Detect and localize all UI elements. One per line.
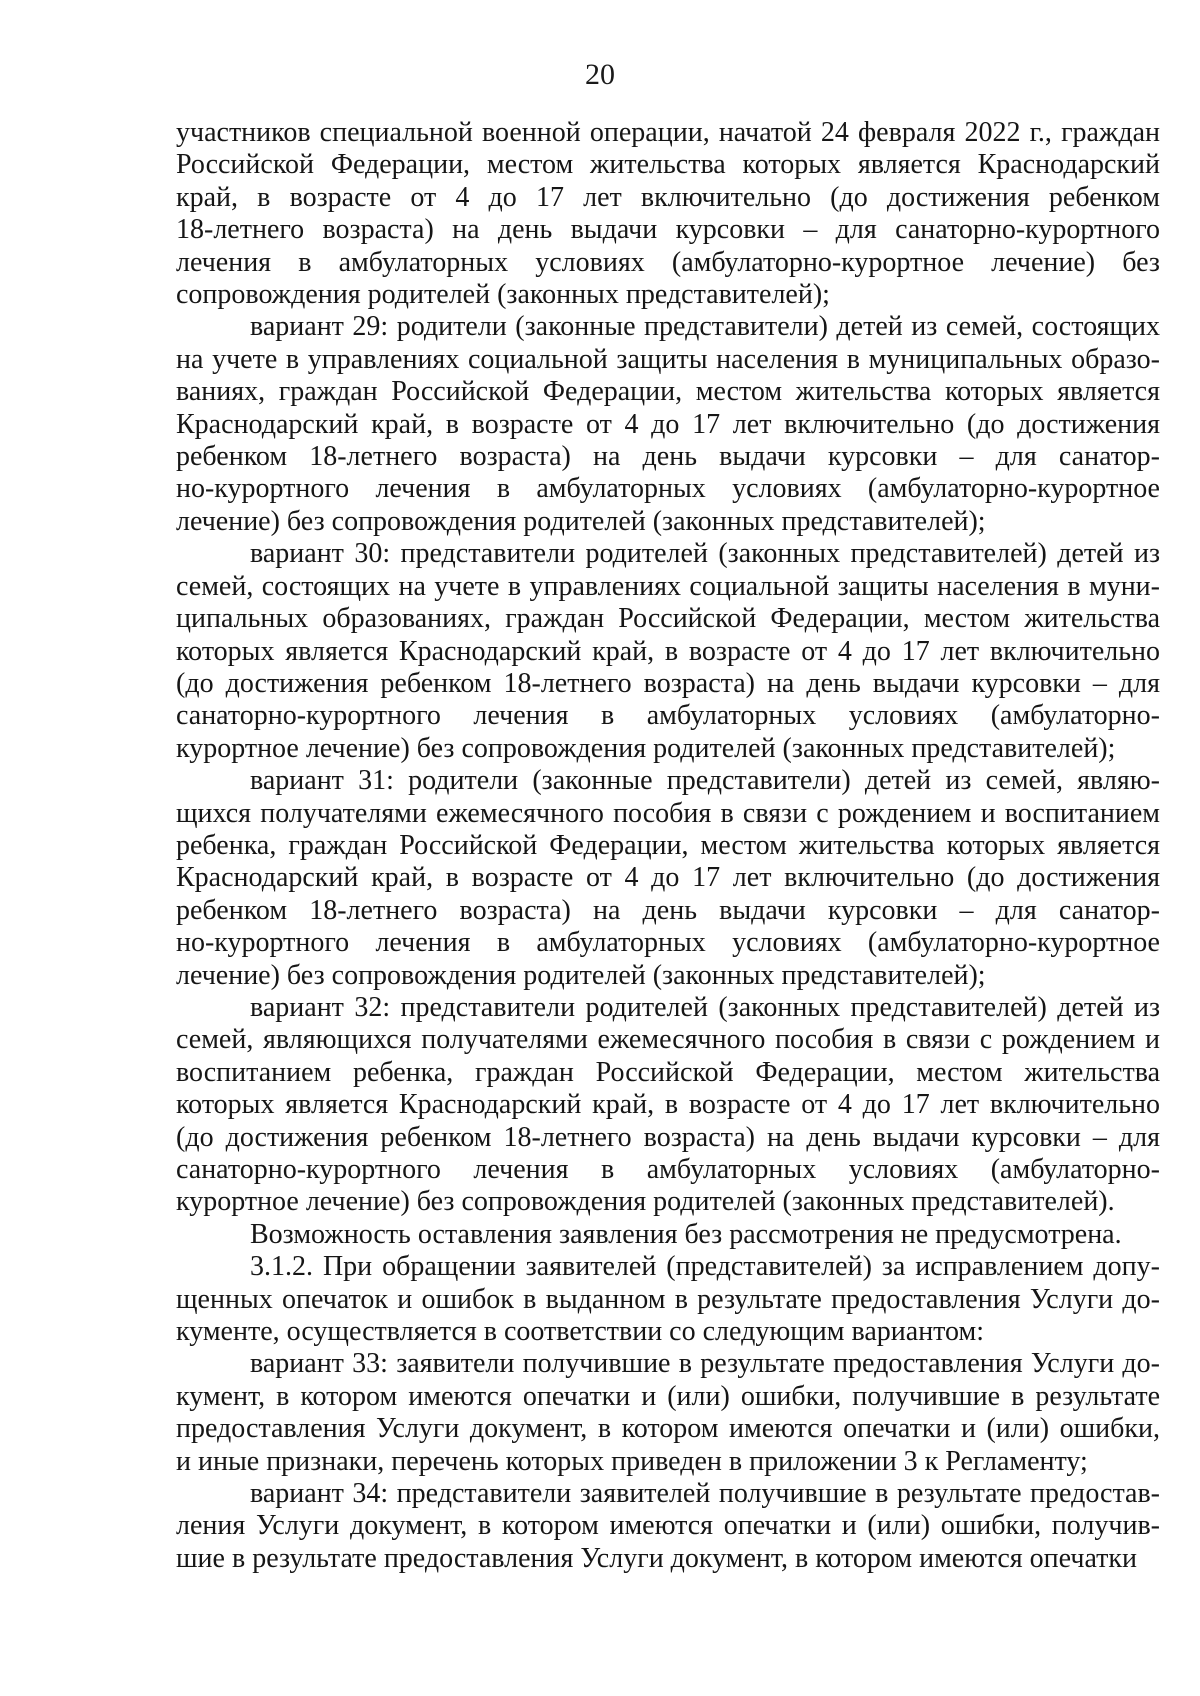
text-line: Российской Федерации, местом жительства которых является Краснодарский bbox=[176, 149, 1160, 181]
text-line: Краснодарский край, в возрасте от 4 до 17 лет включительно (до достижения bbox=[176, 862, 1160, 894]
text-line: Краснодарский край, в возрасте от 4 до 17 лет включительно (до достижения bbox=[176, 408, 1160, 440]
text-line: кументе, осуществляется в соответствии со следующим вариантом: bbox=[176, 1316, 985, 1348]
text-line: (до достижения ребенком 18-летнего возраста) на день выдачи курсовки – для bbox=[176, 667, 1160, 699]
text-line: ребенком 18-летнего возраста) на день выдачи курсовки – для санатор- bbox=[176, 441, 1160, 473]
text-line: семей, являющихся получателями ежемесячного пособия в связи с рождением и bbox=[176, 1024, 1160, 1056]
text-line: край, в возрасте от 4 до 17 лет включительно (до достижения ребенком bbox=[176, 181, 1160, 213]
text-line: вариант 32: представители родителей (законных представителей) детей из bbox=[250, 991, 1160, 1023]
paragraph bbox=[176, 1348, 1160, 1478]
text-line: вариант 29: родители (законные представители) детей из семей, состоящих bbox=[250, 311, 1160, 343]
text-line: щихся получателями ежемесячного пособия в связи с рождением и воспитанием bbox=[176, 797, 1160, 829]
text-line: шие в результате предоставления Услуги документ, в котором имеются опечатки bbox=[176, 1542, 1137, 1574]
text-line: лечение) без сопровождения родителей (законных представителей); bbox=[176, 959, 986, 991]
text-line: сопровождения родителей (законных представителей); bbox=[176, 279, 830, 311]
text-line: и иные признаки, перечень которых приведен в приложении 3 к Регламенту; bbox=[176, 1445, 1088, 1477]
text-line: щенных опечаток и ошибок в выданном в результате предоставления Услуги до- bbox=[176, 1283, 1160, 1315]
paragraph bbox=[176, 1219, 1160, 1251]
text-line: ципальных образованиях, граждан Российской Федерации, местом жительства bbox=[176, 603, 1160, 635]
text-line: ваниях, граждан Российской Федерации, местом жительства которых является bbox=[176, 376, 1160, 408]
text-line: ребенка, граждан Российской Федерации, местом жительства которых является bbox=[176, 829, 1160, 861]
text-line: Возможность оставления заявления без рассмотрения не предусмотрена. bbox=[250, 1218, 1122, 1250]
paragraph bbox=[176, 538, 1160, 765]
text-line: курортное лечение) без сопровождения родителей (законных представителей). bbox=[176, 1186, 1115, 1218]
text-line: ления Услуги документ, в котором имеются опечатки и (или) ошибки, получив- bbox=[176, 1510, 1160, 1542]
paragraph bbox=[176, 1478, 1160, 1575]
document-body bbox=[176, 117, 1160, 1575]
text-line: на учете в управлениях социальной защиты населения в муниципальных образо- bbox=[176, 343, 1160, 375]
text-line: санаторно-курортного лечения в амбулаторных условиях (амбулаторно- bbox=[176, 700, 1160, 732]
text-line: вариант 30: представители родителей (законных представителей) детей из bbox=[250, 538, 1160, 570]
page-number: 20 bbox=[585, 58, 615, 91]
text-line: ребенком 18-летнего возраста) на день выдачи курсовки – для санатор- bbox=[176, 894, 1160, 926]
text-line: лечения в амбулаторных условиях (амбулаторно-курортное лечение) без bbox=[176, 246, 1160, 278]
text-line: лечение) без сопровождения родителей (законных представителей); bbox=[176, 505, 986, 537]
text-line: 18-летнего возраста) на день выдачи курсовки – для санаторно-курортного bbox=[176, 214, 1160, 246]
paragraph bbox=[176, 311, 1160, 538]
text-line: кумент, в котором имеются опечатки и (или) ошибки, получившие в результате bbox=[176, 1380, 1160, 1412]
text-line: курортное лечение) без сопровождения родителей (законных представителей); bbox=[176, 732, 1116, 764]
text-line: участников специальной военной операции, начатой 24 февраля 2022 г., граждан bbox=[176, 117, 1160, 148]
text-line: вариант 34: представители заявителей получившие в результате предостав- bbox=[250, 1478, 1160, 1510]
text-line: но-курортного лечения в амбулаторных условиях (амбулаторно-курортное bbox=[176, 927, 1160, 959]
text-line: которых является Краснодарский край, в возрасте от 4 до 17 лет включительно bbox=[176, 635, 1160, 667]
text-line: 3.1.2. При обращении заявителей (представителей) за исправлением допу- bbox=[250, 1251, 1160, 1283]
paragraph bbox=[176, 992, 1160, 1219]
text-line: санаторно-курортного лечения в амбулаторных условиях (амбулаторно- bbox=[176, 1154, 1160, 1185]
text-line: (до достижения ребенком 18-летнего возраста) на день выдачи курсовки – для bbox=[176, 1121, 1160, 1153]
text-line: предоставления Услуги документ, в котором имеются опечатки и (или) ошибки, bbox=[176, 1413, 1160, 1445]
text-line: вариант 33: заявители получившие в результате предоставления Услуги до- bbox=[250, 1348, 1160, 1380]
text-line: но-курортного лечения в амбулаторных условиях (амбулаторно-курортное bbox=[176, 473, 1160, 505]
paragraph bbox=[176, 765, 1160, 992]
paragraph bbox=[176, 117, 1160, 311]
text-line: семей, состоящих на учете в управлениях социальной защиты населения в муни- bbox=[176, 570, 1160, 602]
text-line: воспитанием ребенка, граждан Российской Федерации, местом жительства bbox=[176, 1056, 1160, 1088]
text-line: вариант 31: родители (законные представители) детей из семей, являю- bbox=[250, 765, 1160, 797]
text-line: которых является Краснодарский край, в возрасте от 4 до 17 лет включительно bbox=[176, 1089, 1160, 1121]
paragraph bbox=[176, 1251, 1160, 1348]
